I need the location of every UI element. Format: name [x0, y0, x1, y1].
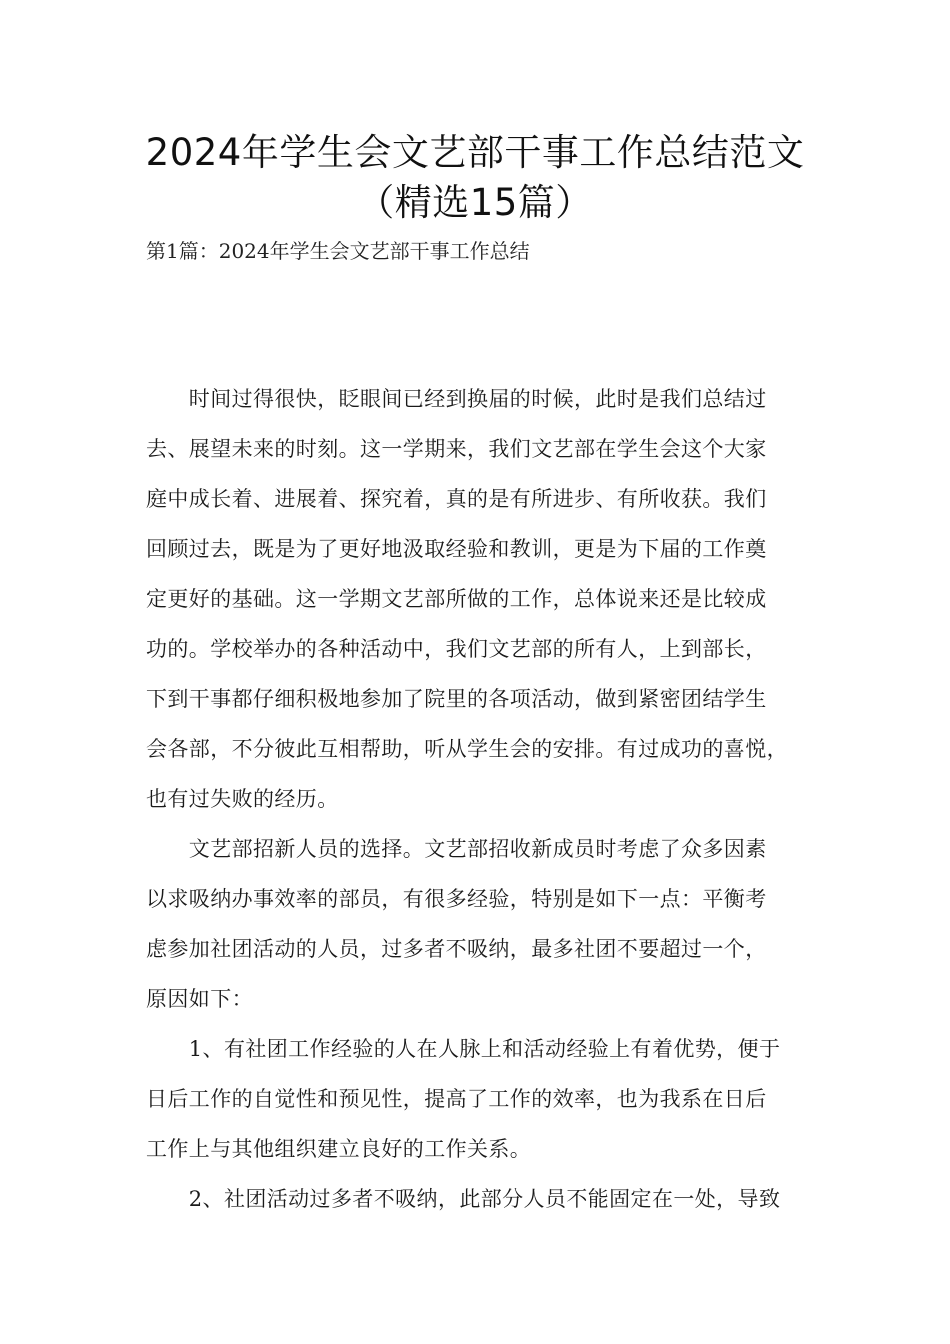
body-line: 去、展望未来的时刻。这一学期来，我们文艺部在学生会这个大家	[146, 437, 767, 461]
body-line: 以求吸纳办事效率的部员，有很多经验，特别是如下一点：平衡考	[146, 887, 767, 911]
body-line: 日后工作的自觉性和预见性，提高了工作的效率，也为我系在日后	[146, 1087, 767, 1111]
document-subtitle: （精选15篇）	[357, 181, 593, 224]
body-line: 定更好的基础。这一学期文艺部所做的工作，总体说来还是比较成	[146, 587, 767, 611]
body-line: 会各部，不分彼此互相帮助，听从学生会的安排。有过成功的喜悦，	[146, 737, 788, 761]
body-line: 文艺部招新人员的选择。文艺部招收新成员时考虑了众多因素	[146, 837, 767, 861]
body-line: 也有过失败的经历。	[146, 787, 339, 811]
body-line: 下到干事都仔细积极地参加了院里的各项活动，做到紧密团结学生	[146, 687, 767, 711]
body-line: 1、有社团工作经验的人在人脉上和活动经验上有着优势，便于	[146, 1037, 781, 1061]
body-line: 庭中成长着、进展着、探究着，真的是有所进步、有所收获。我们	[146, 487, 767, 511]
body-line: 回顾过去，既是为了更好地汲取经验和教训，更是为下届的工作奠	[146, 537, 767, 561]
body-line: 虑参加社团活动的人员，过多者不吸纳，最多社团不要超过一个，	[146, 937, 767, 961]
body-line: 2、社团活动过多者不吸纳，此部分人员不能固定在一处，导致	[146, 1187, 781, 1211]
body-line: 功的。学校举办的各种活动中，我们文艺部的所有人，上到部长，	[146, 637, 767, 661]
body-line: 工作上与其他组织建立良好的工作关系。	[146, 1137, 532, 1161]
body-line: 时间过得很快，眨眼间已经到换届的时候，此时是我们总结过	[146, 387, 767, 411]
body-line: 原因如下：	[146, 987, 253, 1011]
chapter-heading: 第1篇：2024年学生会文艺部干事工作总结	[146, 239, 530, 263]
document-title: 2024年学生会文艺部干事工作总结范文	[145, 131, 805, 174]
